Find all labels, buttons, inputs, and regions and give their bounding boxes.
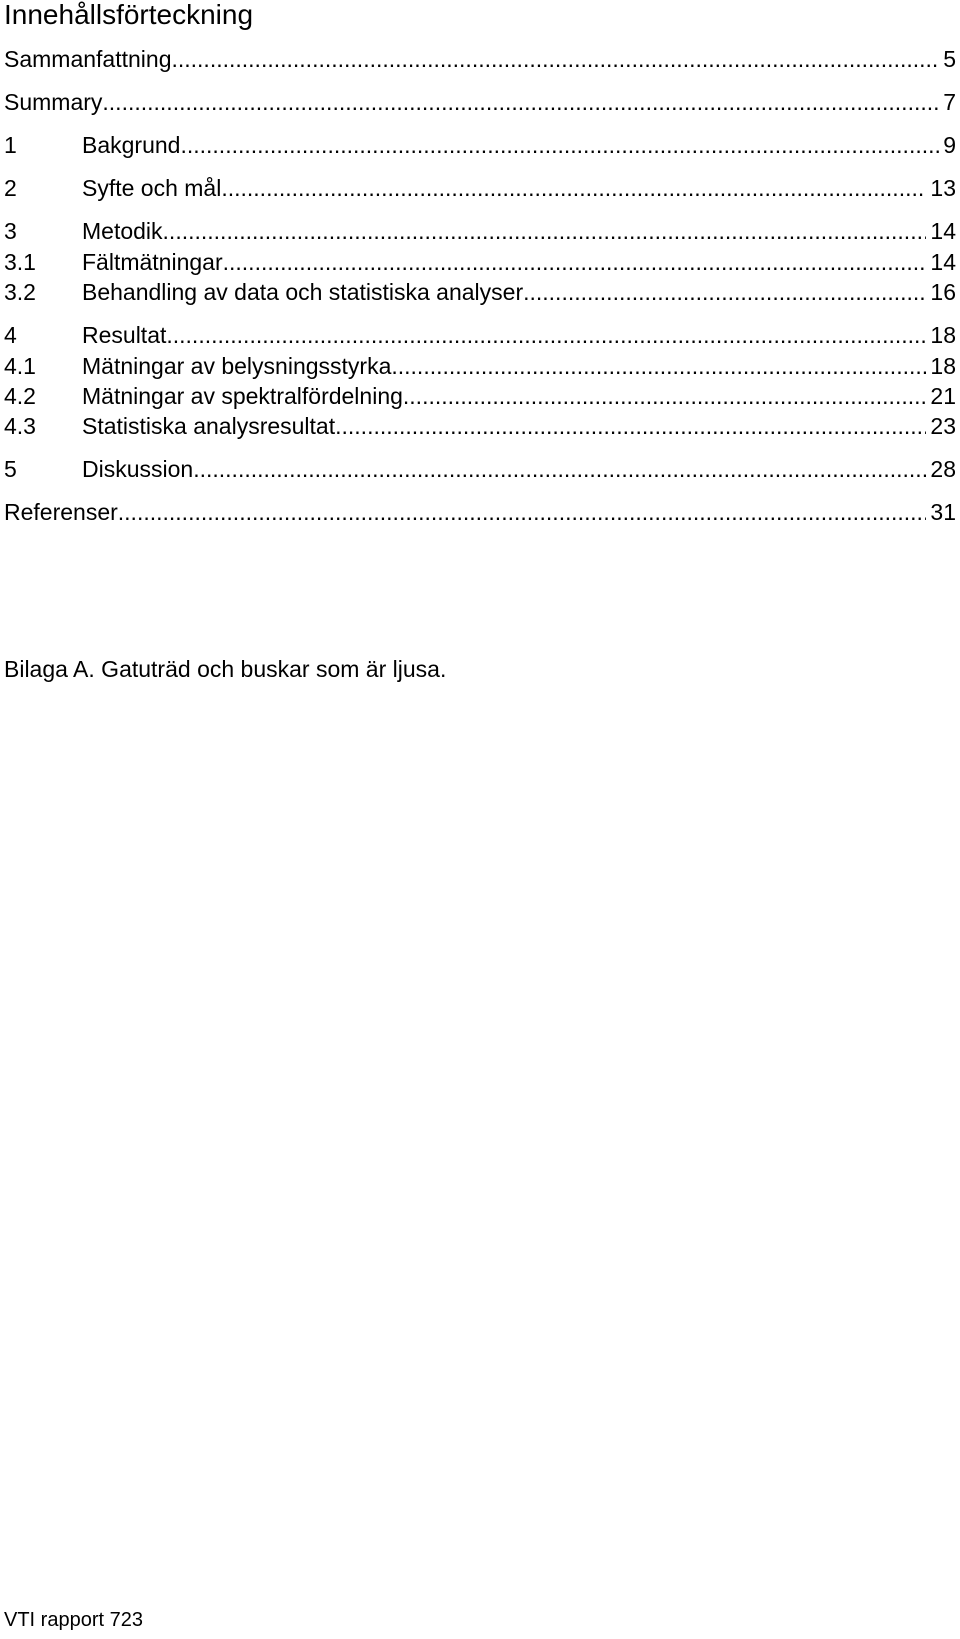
toc-label: Resultat <box>82 322 167 348</box>
toc-page-number: 9 <box>943 132 956 158</box>
toc-section-number: 1 <box>4 132 17 158</box>
toc-entry-4[interactable] <box>4 320 956 350</box>
toc-label: Statistiska analysresultat <box>82 413 336 439</box>
toc-section-number: 5 <box>4 456 17 482</box>
toc-leader <box>223 247 927 277</box>
toc-leader <box>335 411 926 441</box>
toc-page-number: 16 <box>930 279 956 305</box>
toc-leader <box>171 44 939 74</box>
toc-entry-3-2[interactable] <box>4 277 956 307</box>
toc-section-number: 4.2 <box>4 383 36 409</box>
toc-entry-4-1[interactable] <box>4 351 956 381</box>
toc-label: Fältmätningar <box>82 249 223 275</box>
toc-label: Metodik <box>82 218 163 244</box>
toc-entry-3-1[interactable] <box>4 247 956 277</box>
toc-leader <box>180 130 939 160</box>
toc-entry-2[interactable] <box>4 173 956 203</box>
toc-label: Referenser <box>4 499 118 525</box>
toc-section-number: 3.2 <box>4 279 36 305</box>
toc-label: Mätningar av belysningsstyrka <box>82 353 392 379</box>
toc-label: Summary <box>4 89 103 115</box>
toc-entry-3[interactable] <box>4 216 956 246</box>
page-title: Innehållsförteckning <box>4 0 254 30</box>
toc-leader <box>403 381 927 411</box>
table-of-contents <box>0 0 960 560</box>
toc-section-number: 4.1 <box>4 353 36 379</box>
toc-page-number: 18 <box>930 322 956 348</box>
toc-label: Behandling av data och statistiska analyser <box>82 279 524 305</box>
toc-entry-4-2[interactable] <box>4 381 956 411</box>
toc-leader <box>118 497 927 527</box>
toc-label: Diskussion <box>82 456 194 482</box>
toc-entry-5[interactable] <box>4 454 956 484</box>
toc-leader <box>523 277 926 307</box>
toc-entry-sammanfattning[interactable] <box>4 44 956 74</box>
toc-entry-summary[interactable] <box>4 87 956 117</box>
appendix-entry: Bilaga A. Gatuträd och buskar som är ljusa. <box>4 656 447 682</box>
toc-page-number: 23 <box>930 413 956 439</box>
toc-page-number: 5 <box>943 46 956 72</box>
toc-leader <box>102 87 939 117</box>
toc-page-number: 14 <box>930 218 956 244</box>
toc-page-number: 28 <box>930 456 956 482</box>
toc-label: Sammanfattning <box>4 46 172 72</box>
toc-leader <box>221 173 926 203</box>
toc-entry-1[interactable] <box>4 130 956 160</box>
toc-page-number: 31 <box>930 499 956 525</box>
toc-leader <box>166 320 926 350</box>
toc-section-number: 2 <box>4 175 17 201</box>
toc-leader <box>391 351 926 381</box>
toc-page-number: 13 <box>930 175 956 201</box>
toc-leader <box>193 454 926 484</box>
page-footer: VTI rapport 723 <box>4 1609 143 1631</box>
toc-label: Syfte och mål <box>82 175 222 201</box>
toc-entry-4-3[interactable] <box>4 411 956 441</box>
toc-label: Mätningar av spektralfördelning <box>82 383 403 409</box>
toc-page-number: 18 <box>930 353 956 379</box>
toc-section-number: 4 <box>4 322 17 348</box>
toc-section-number: 3.1 <box>4 249 36 275</box>
toc-label: Bakgrund <box>82 132 181 158</box>
toc-page-number: 14 <box>930 249 956 275</box>
toc-entry-referenser[interactable] <box>4 497 956 527</box>
toc-section-number: 3 <box>4 218 17 244</box>
toc-page-number: 21 <box>930 383 956 409</box>
toc-leader <box>163 216 927 246</box>
toc-section-number: 4.3 <box>4 413 36 439</box>
toc-page-number: 7 <box>943 89 956 115</box>
